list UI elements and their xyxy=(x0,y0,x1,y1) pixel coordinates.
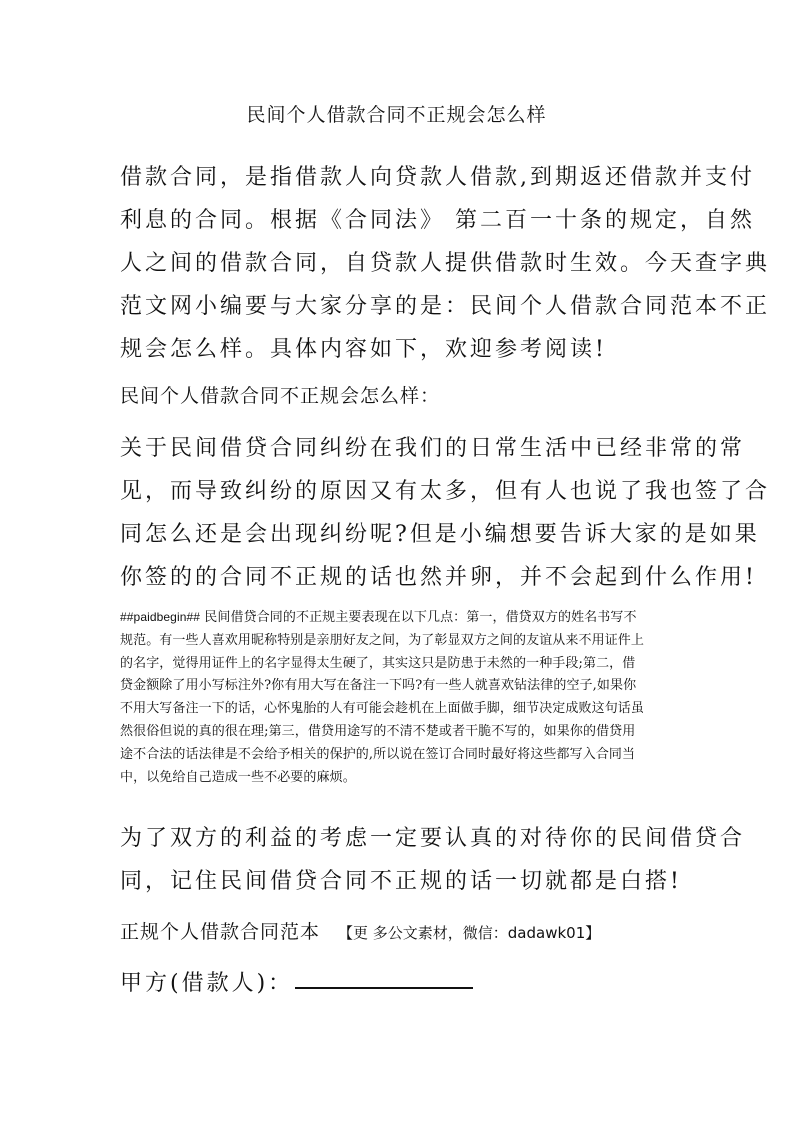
template-heading-row xyxy=(120,918,685,947)
template-heading: 正规个人借款合同范本 xyxy=(120,921,321,943)
body-line: 同，记住民间借贷合同不正规的话一切就都是白搭! xyxy=(120,869,682,894)
body-line: 你签的的合同不正规的话也然并卵，并不会起到什么作用! xyxy=(120,565,757,590)
intro-line: 借款合同，是指借款人向贷款人借款,到期返还借款并支付 xyxy=(120,165,755,190)
intro-line: 规会怎么样。具体内容如下，欢迎参考阅读! xyxy=(120,337,607,362)
intro-line: 人之间的借款合同，自贷款人提供借款时生效。今天查字典 xyxy=(120,251,771,276)
party-a-label: 甲方(借款人)： xyxy=(120,971,294,996)
intro-line: 利息的合同。根据《合同法》 第二百一十条的规定，自然 xyxy=(120,208,755,233)
body-paragraph-1 xyxy=(120,427,771,599)
body-line-text: 民间借贷合同的不正规主要表现在以下几点：第一，借贷双方的姓名书写不 xyxy=(200,610,637,625)
body-line: 的名字，觉得用证件上的名字显得太生硬了，其实这只是防患于未然的一种手段;第二，借 xyxy=(120,655,636,671)
body-line: 不用大写备注一下的话，心怀鬼胎的人有可能会趁机在上面做手脚，细节决定成败这句话虽 xyxy=(120,701,645,717)
paid-marker: ##paidbegin## xyxy=(120,610,201,624)
body-line: 见，而导致纠纷的原因又有太多，但有人也说了我也签了合 xyxy=(120,479,771,504)
body-paragraph-3 xyxy=(120,817,746,903)
body-line: 同怎么还是会出现纠纷呢?但是小编想要告诉大家的是如果 xyxy=(120,522,760,547)
body-line: 然很俗但说的真的很在理;第三，借贷用途写的不清不楚或者干脆不写的，如果你的借贷用 xyxy=(120,723,636,739)
body-line: 中，以免给自己造成一些不必要的麻烦。 xyxy=(120,769,356,785)
body-line: 关于民间借贷合同纠纷在我们的日常生活中已经非常的常 xyxy=(120,436,746,461)
body-line xyxy=(120,606,685,630)
body-paragraph-2 xyxy=(120,606,685,789)
body-line: 途不合法的话法律是不会给予相关的保护的,所以说在签订合同时最好将这些都写入合同当 xyxy=(120,746,636,762)
intro-paragraph xyxy=(120,156,771,371)
party-a-row xyxy=(120,966,685,1002)
body-line: 规范。有一些人喜欢用昵称特别是亲朋好友之间，为了彰显双方之间的友谊从来不用证件上 xyxy=(120,632,645,648)
body-line: 贷金额除了用小写标注外?你有用大写在备注一下吗?有一些人就喜欢钻法律的空子,如果你 xyxy=(120,678,637,694)
intro-line: 范文网小编要与大家分享的是：民间个人借款合同范本不正 xyxy=(120,294,771,319)
subheading: 民间个人借款合同不正规会怎么样： xyxy=(120,385,441,407)
body-line: 为了双方的利益的考虑一定要认真的对待你的民间借贷合 xyxy=(120,826,746,851)
party-a-blank-line xyxy=(295,967,473,989)
template-note: 【更 多公文素材，微信：dadawk01】 xyxy=(338,924,601,942)
document-title: 民间个人借款合同不正规会怎么样 xyxy=(246,104,547,126)
